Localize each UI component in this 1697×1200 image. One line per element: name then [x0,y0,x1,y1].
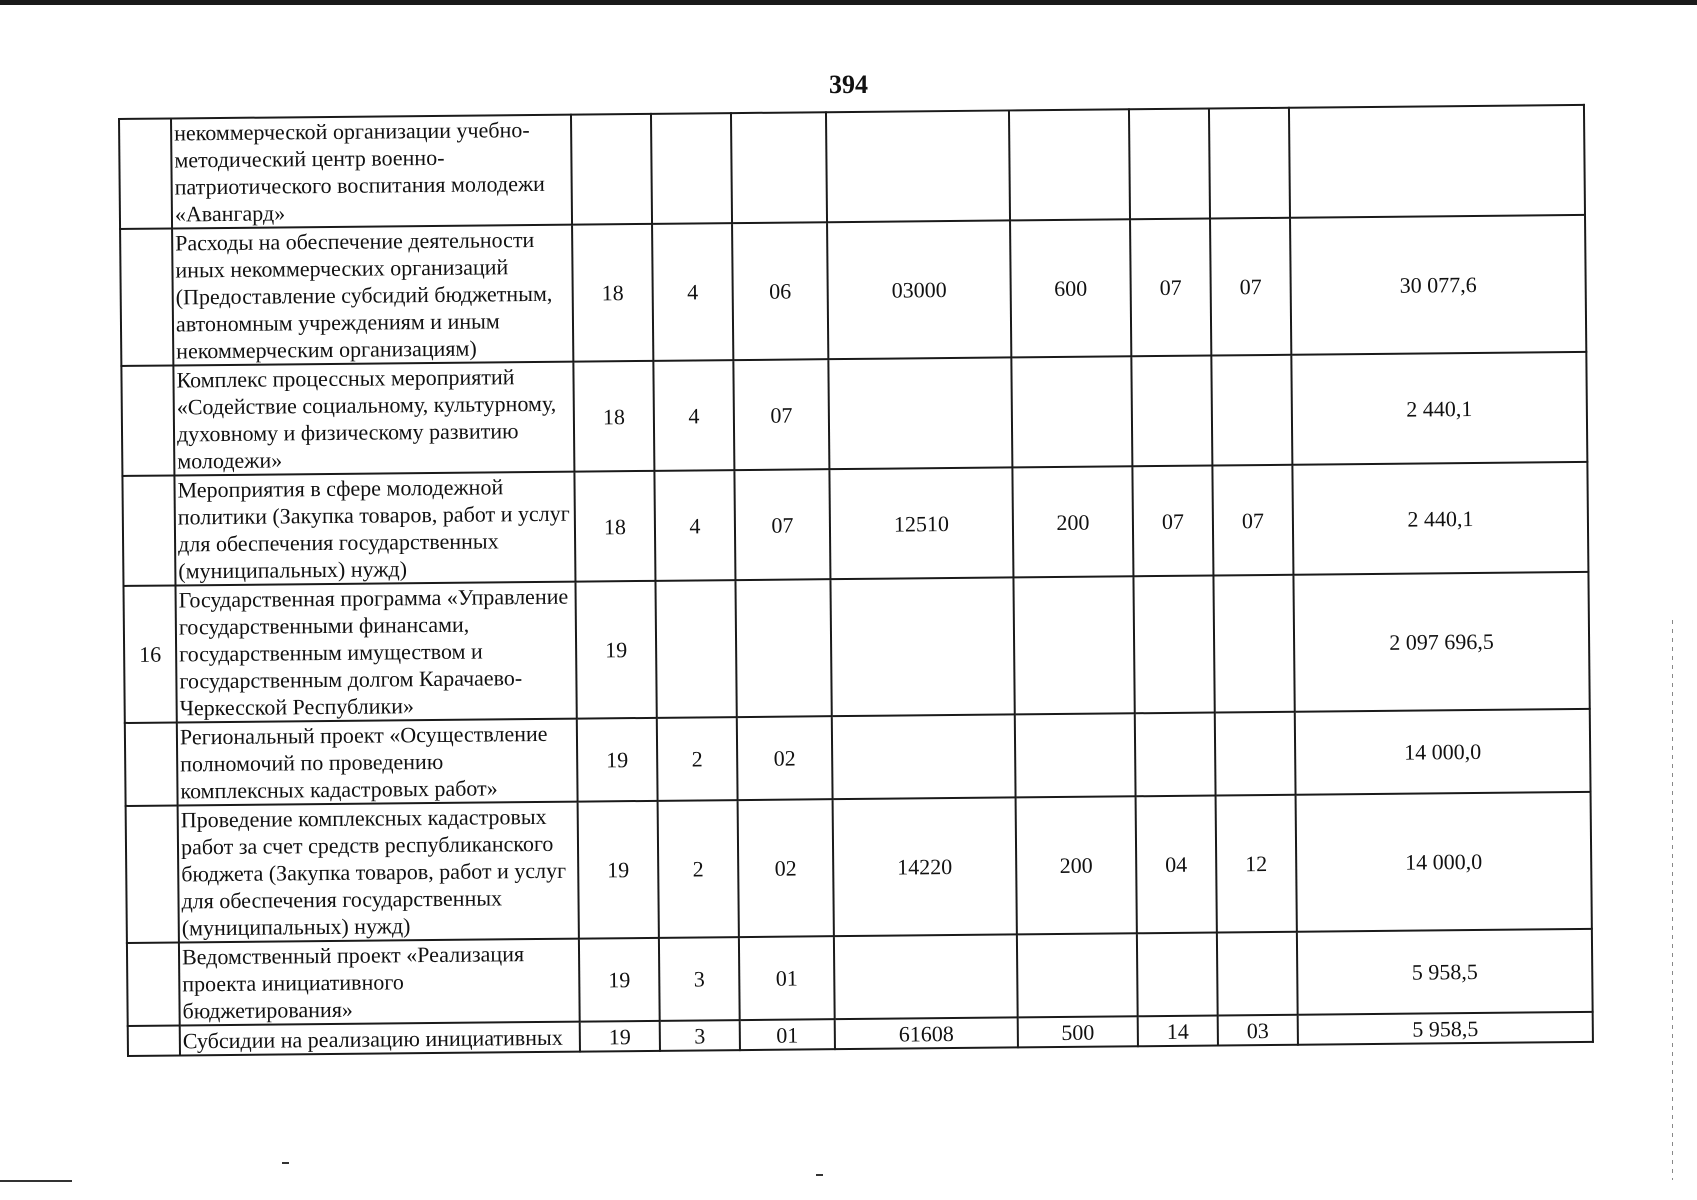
amount-cell: 2 440,1 [1291,352,1587,465]
code-cell: 07 [1210,218,1291,356]
row-number [125,722,178,805]
code-cell [1011,356,1132,467]
table-row [127,929,1593,1026]
budget-table [118,104,1594,1057]
code-cell [828,357,1012,469]
code-cell [1215,712,1296,796]
code-cell [571,114,652,225]
code-cell: 200 [1016,796,1137,934]
code-cell: 3 [659,937,740,1021]
budget-table-container [118,104,1594,1057]
table-row [119,105,1585,229]
code-cell [1213,575,1294,713]
amount-cell: 14 000,0 [1295,709,1591,795]
scan-mark [0,1180,72,1182]
code-cell: 02 [737,716,833,800]
code-cell: 4 [652,223,733,361]
row-number [121,365,174,475]
code-cell: 19 [575,581,656,719]
scan-edge-mark [1672,620,1673,1180]
code-cell [1013,576,1134,714]
scan-mark [816,1174,823,1176]
amount-cell: 2 440,1 [1292,462,1588,575]
code-cell: 19 [580,1021,660,1052]
code-cell: 18 [574,471,655,582]
code-cell: 07 [1212,465,1293,576]
row-name: Проведение комплексных кадастровых работ за счет средств республиканского бюджета (Закупка товаров, работ и услуг для обеспечения государственных (муниципальных) нужд) [178,802,579,943]
code-cell: 02 [738,799,834,937]
code-cell: 3 [660,1020,740,1051]
code-cell: 14 [1138,1015,1218,1046]
row-name: Комплекс процессных мероприятий «Содействие социальному, культурному, духовному и физическому развитию молодежи» [173,362,574,476]
code-cell [1009,109,1130,220]
code-cell [655,580,736,718]
code-cell [1017,933,1138,1017]
code-cell: 500 [1018,1016,1138,1047]
code-cell: 07 [734,469,830,580]
table-row [120,215,1586,366]
code-cell: 12 [1216,795,1297,933]
code-cell: 12510 [829,467,1013,579]
row-number [126,805,179,942]
code-cell: 07 [1132,466,1213,577]
code-cell [1217,932,1298,1016]
code-cell: 19 [578,801,659,939]
code-cell [1133,576,1214,714]
code-cell: 06 [732,222,828,360]
amount-cell: 2 097 696,5 [1293,572,1589,712]
table-row [123,572,1589,723]
code-cell [1015,713,1136,797]
row-number [120,228,173,365]
page-number: 394 [829,70,868,99]
table-row [125,709,1591,806]
row-name: Мероприятия в сфере молодежной политики (Закупка товаров, работ и услуг для обеспечения государственных (муниципальных) нужд) [174,472,575,586]
code-cell: 4 [653,360,734,471]
code-cell: 19 [579,938,660,1022]
code-cell: 01 [739,936,835,1020]
row-name: некоммерческой организации учебно-методический центр военно-патриотического воспитания молодежи «Авангард» [171,115,572,229]
row-number [128,1025,180,1055]
code-cell: 14220 [833,797,1017,936]
table-row [122,462,1588,586]
table-row [126,792,1592,943]
row-name: Государственная программа «Управление государственными финансами, государственным имуществом и государственным долгом Карачаево-Черкесской Республики» [175,582,576,723]
row-name: Субсидии на реализацию инициативных [180,1022,580,1056]
code-cell: 03000 [827,220,1011,359]
code-cell: 19 [577,718,658,802]
table-row [121,352,1587,476]
code-cell: 200 [1012,466,1133,577]
code-cell: 18 [572,224,653,362]
code-cell [1137,932,1218,1016]
code-cell [731,112,827,223]
code-cell: 600 [1010,219,1131,357]
amount-cell [1289,105,1585,218]
amount-cell: 5 958,5 [1298,1012,1593,1045]
row-name: Расходы на обеспечение деятельности иных некоммерческих организаций (Предоставление субсидий бюджетным, автономным учреждениям и иным некоммерческим организациям) [172,225,573,366]
code-cell: 04 [1136,795,1217,933]
row-number [119,118,172,228]
code-cell: 2 [657,717,738,801]
code-cell [1211,355,1292,466]
code-cell [1135,712,1216,796]
amount-cell: 30 077,6 [1290,215,1586,355]
code-cell: 2 [658,800,739,938]
code-cell [834,934,1018,1019]
code-cell: 61608 [835,1017,1018,1049]
code-cell: 4 [654,470,735,581]
row-number: 16 [123,585,176,722]
row-number [127,942,180,1025]
amount-cell: 5 958,5 [1297,929,1593,1015]
code-cell [1131,356,1212,467]
code-cell: 07 [733,359,829,470]
code-cell [830,577,1014,716]
row-name: Ведомственный проект «Реализация проекта инициативного бюджетирования» [179,939,580,1026]
code-cell: 07 [1130,219,1211,357]
code-cell: 18 [573,361,654,472]
scan-top-edge [0,0,1697,5]
code-cell [826,110,1010,222]
code-cell [735,579,831,717]
code-cell: 03 [1218,1015,1298,1046]
row-name: Региональный проект «Осуществление полномочий по проведению комплексных кадастровых работ» [177,719,578,806]
row-number [122,475,175,585]
amount-cell: 14 000,0 [1296,792,1592,932]
code-cell [651,113,732,224]
code-cell [832,714,1016,799]
code-cell [1129,109,1210,220]
code-cell: 01 [740,1019,835,1050]
scan-mark [282,1162,289,1164]
code-cell [1209,108,1290,219]
